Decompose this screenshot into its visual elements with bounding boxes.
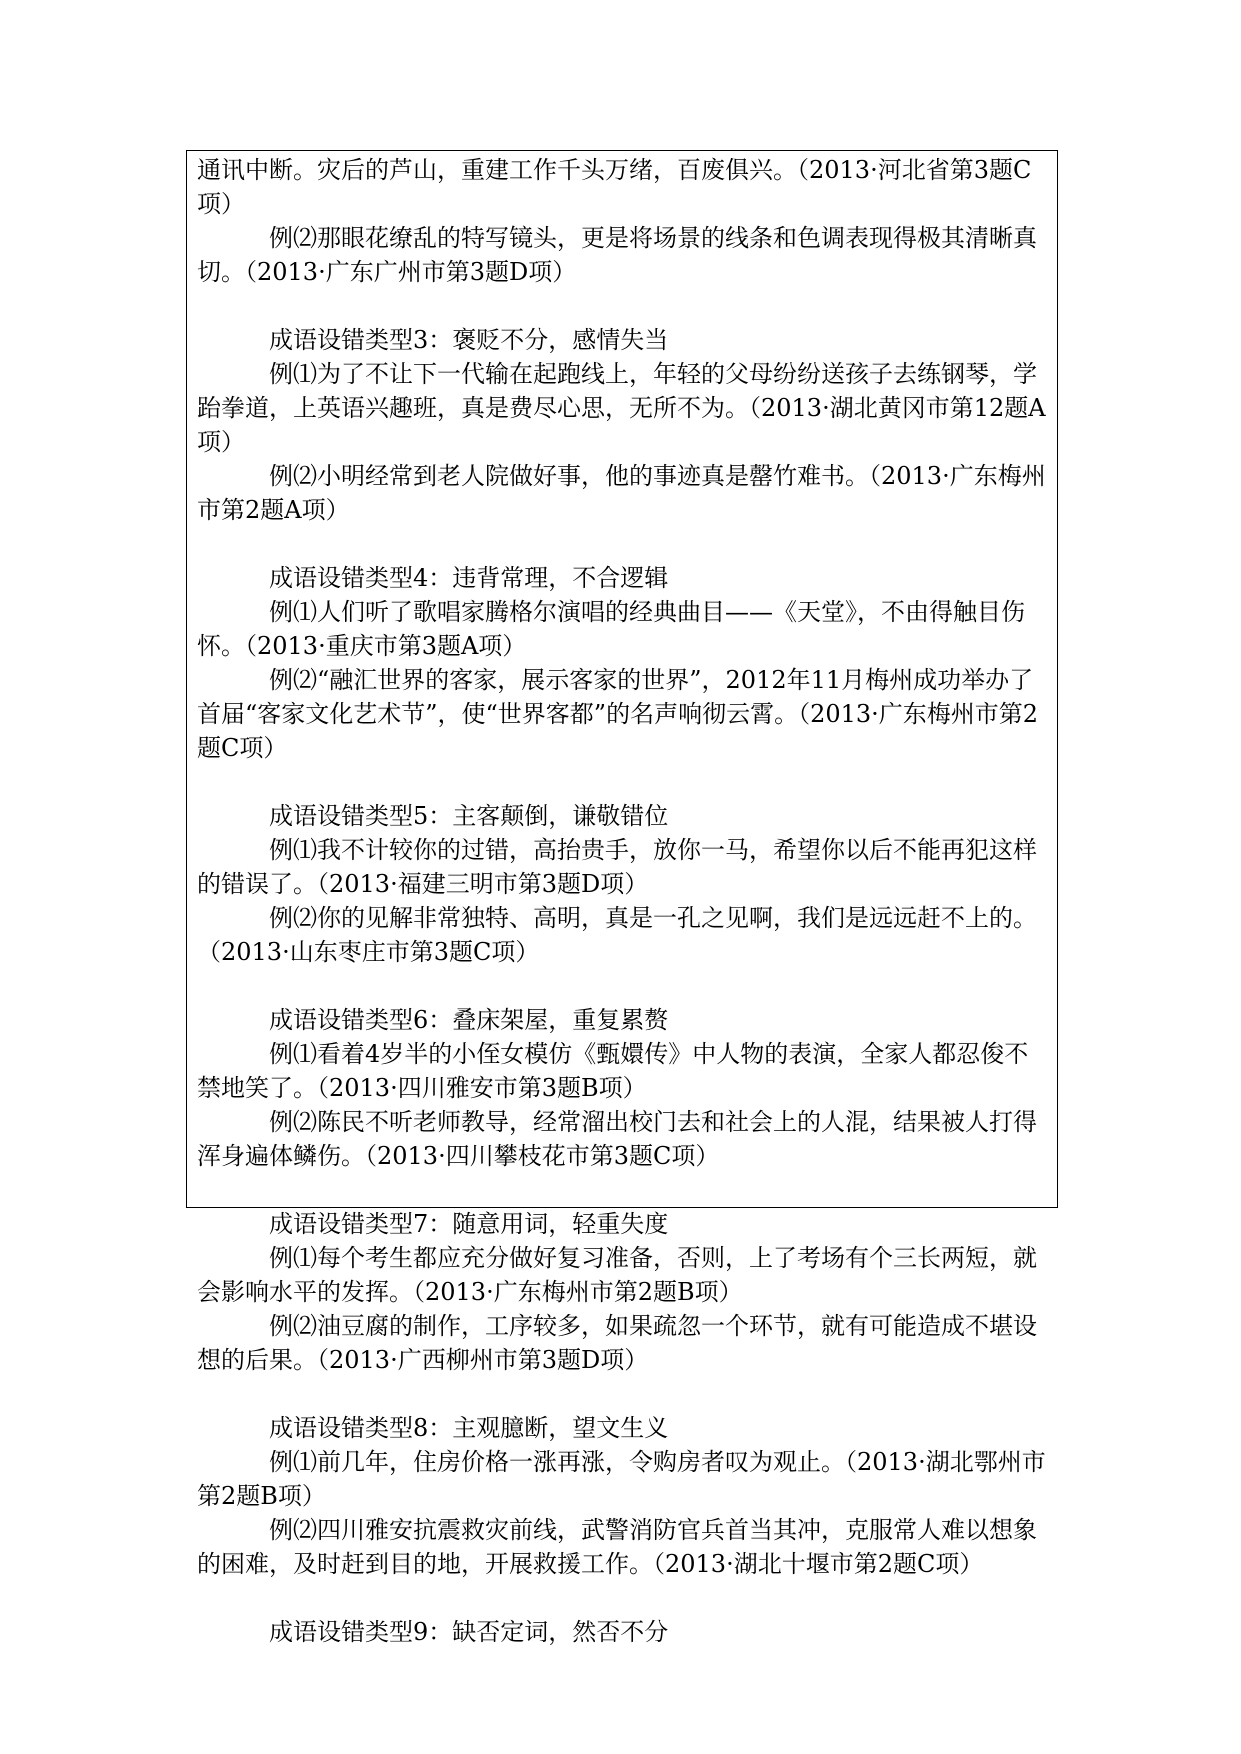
document-body: [197, 153, 1047, 1649]
paragraph: 例⑵“融汇世界的客家，展示客家的世界”，2012年11月梅州成功举办了首届“客家文化艺术节”，使“世界客都”的名声响彻云霄。（2013·广东梅州市第2题C项）: [197, 666, 1039, 762]
section-heading: 成语设错类型8：主观臆断，望文生义: [269, 1414, 669, 1442]
page-frame: [186, 150, 1058, 1646]
section-heading: 成语设错类型4：违背常理，不合逻辑: [269, 564, 669, 592]
section-heading: 成语设错类型3：褒贬不分，感情失当: [269, 326, 669, 354]
section-heading: 成语设错类型7：随意用词，轻重失度: [269, 1210, 669, 1238]
section-type-5: [197, 799, 1047, 969]
paragraph: 例⑴前几年，住房价格一涨再涨，令购房者叹为观止。（2013·湖北鄂州市第2题B项）: [197, 1448, 1046, 1510]
paragraph: 例⑴我不计较你的过错，高抬贵手，放你一马，希望你以后不能再犯这样的错误了。（2013·福建三明市第3题D项）: [197, 836, 1037, 898]
paragraph: 通讯中断。灾后的芦山，重建工作千头万绪，百废俱兴。（2013·河北省第3题C项）: [197, 156, 1032, 218]
section-heading: 成语设错类型6：叠床架屋，重复累赘: [269, 1006, 669, 1034]
section-type-3: [197, 323, 1047, 527]
paragraph: 例⑴为了不让下一代输在起跑线上，年轻的父母纷纷送孩子去练钢琴，学跆拳道，上英语兴趣班，真是费尽心思，无所不为。（2013·湖北黄冈市第12题A项）: [197, 360, 1046, 456]
section-type-8: [197, 1411, 1047, 1581]
paragraph: 例⑵油豆腐的制作，工序较多，如果疏忽一个环节，就有可能造成不堪设想的后果。（2013·广西柳州市第3题D项）: [197, 1312, 1037, 1374]
section-heading: 成语设错类型9：缺否定词，然否不分: [269, 1618, 669, 1646]
paragraph: 例⑵那眼花缭乱的特写镜头，更是将场景的线条和色调表现得极其清晰真切。（2013·广东广州市第3题D项）: [197, 224, 1037, 286]
section-continuation: [197, 153, 1047, 289]
paragraph: 例⑵你的见解非常独特、高明，真是一孔之见啊，我们是远远赶不上的。（2013·山东枣庄市第3题C项）: [197, 904, 1037, 966]
paragraph: 例⑴看着4岁半的小侄女模仿《甄嬛传》中人物的表演，全家人都忍俊不禁地笑了。（2013·四川雅安市第3题B项）: [197, 1040, 1029, 1102]
paragraph: 例⑴每个考生都应充分做好复习准备，否则，上了考场有个三长两短，就会影响水平的发挥。（2013·广东梅州市第2题B项）: [197, 1244, 1037, 1306]
paragraph: 例⑵四川雅安抗震救灾前线，武警消防官兵首当其冲，克服常人难以想象的困难，及时赶到目的地，开展救援工作。（2013·湖北十堰市第2题C项）: [197, 1516, 1037, 1578]
paragraph: 例⑵陈民不听老师教导，经常溜出校门去和社会上的人混，结果被人打得浑身遍体鳞伤。（2013·四川攀枝花市第3题C项）: [197, 1108, 1037, 1170]
section-heading: 成语设错类型5：主客颠倒，谦敬错位: [269, 802, 669, 830]
section-type-9: [197, 1615, 1047, 1649]
section-type-7: [197, 1207, 1047, 1377]
paragraph: 例⑵小明经常到老人院做好事，他的事迹真是罄竹难书。（2013·广东梅州市第2题A项）: [197, 462, 1046, 524]
paragraph: 例⑴人们听了歌唱家腾格尔演唱的经典曲目——《天堂》，不由得触目伤怀。（2013·重庆市第3题A项）: [197, 598, 1025, 660]
section-type-6: [197, 1003, 1047, 1173]
section-type-4: [197, 561, 1047, 765]
